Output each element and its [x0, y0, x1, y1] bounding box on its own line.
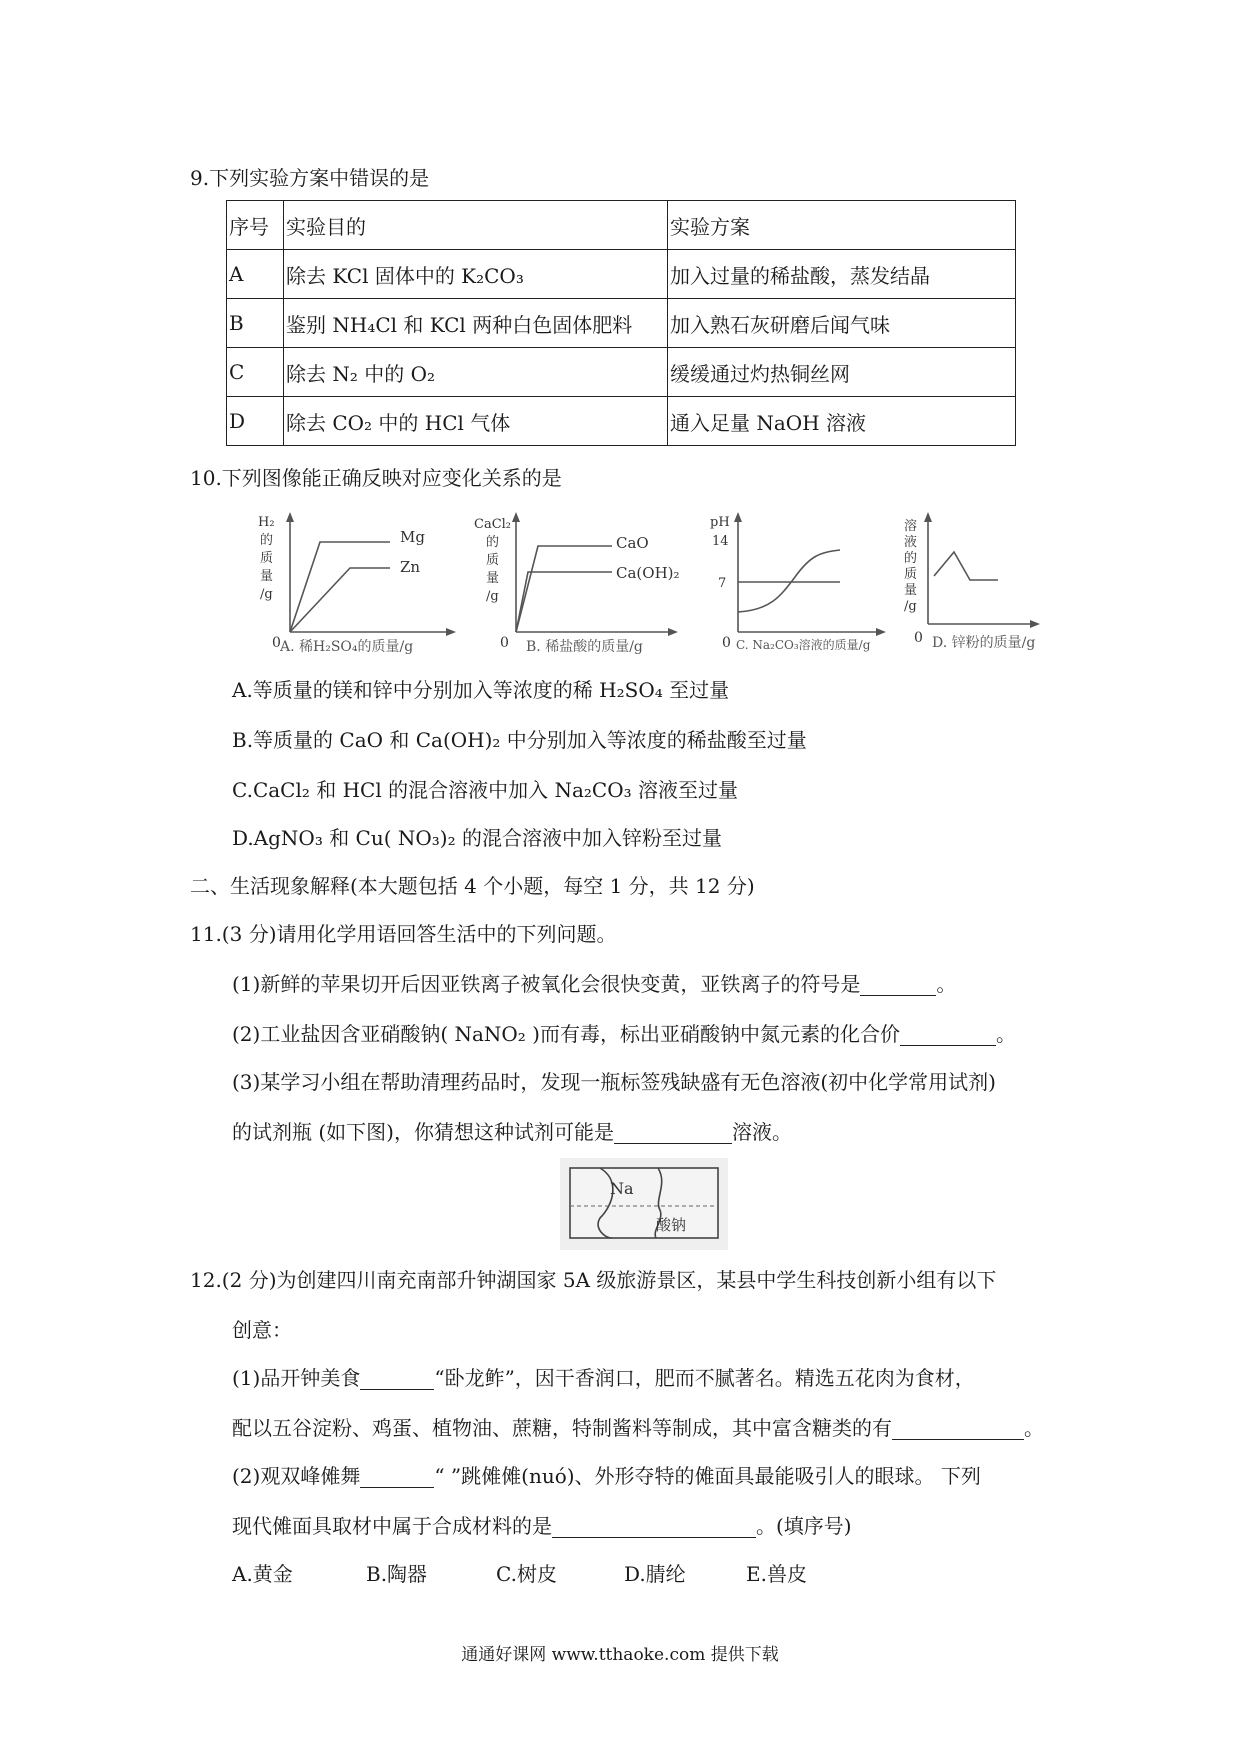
q12-part2-mid: “ ”跳傩傩(nuó)、外形夺特的傩面具最能吸引人的眼球。 下列 — [434, 1464, 981, 1488]
caoh2-line — [516, 572, 612, 632]
series-label-caoh2: Ca(OH)₂ — [616, 564, 680, 582]
q12-part2-text: 现代傩面具取材中属于合成材料的是 — [232, 1514, 552, 1538]
row-purpose: 除去 CO₂ 中的 HCl 气体 — [284, 397, 668, 446]
graph-b-svg — [472, 512, 682, 652]
q11-title: 11.(3 分)请用化学用语回答生活中的下列问题。 — [190, 922, 617, 946]
ylabel-1: 的 — [260, 533, 274, 548]
ylabel-0: H₂ — [258, 515, 275, 530]
choice-b: B.陶器 — [366, 1562, 428, 1586]
q11-part3-line1: (3)某学习小组在帮助清理药品时，发现一瓶标签残缺盛有无色溶液(初中化学常用试剂) — [232, 1070, 996, 1094]
answer-blank[interactable] — [360, 1467, 434, 1488]
ph-curve — [738, 550, 840, 612]
q11-part3-line2 — [232, 1120, 792, 1144]
q12-part1-mid: “卧龙鲊”，因干香润口，肥而不腻著名。精选五花肉为食材， — [434, 1366, 975, 1390]
graph-c — [700, 512, 890, 652]
q11-part1 — [232, 972, 956, 996]
q11-part2-end: 。 — [996, 1022, 1016, 1046]
x-axis-arrow — [668, 628, 678, 636]
choice-c: C.树皮 — [496, 1562, 557, 1586]
ylabel-2: 质 — [260, 551, 274, 566]
series-label-mg: Mg — [400, 528, 425, 546]
series-label-cao: CaO — [616, 534, 649, 552]
graph-a-svg — [250, 512, 460, 652]
q12-part2-line1 — [232, 1464, 981, 1488]
q10-option-d: D.AgNO₃ 和 Cu( NO₃)₂ 的混合溶液中加入锌粉至过量 — [232, 826, 722, 850]
x-axis-arrow — [446, 628, 456, 636]
row-plan: 加入过量的稀盐酸，蒸发结晶 — [668, 250, 1016, 299]
answer-blank[interactable] — [860, 975, 936, 996]
row-plan: 加入熟石灰研磨后闻气味 — [668, 299, 1016, 348]
q11-part1-end: 。 — [936, 972, 957, 996]
solution-mass-line — [934, 552, 998, 580]
x-axis-arrow — [876, 628, 886, 636]
experiment-table — [226, 200, 1016, 446]
q9-title: 9.下列实验方案中错误的是 — [190, 166, 430, 190]
y-axis-arrow — [924, 512, 932, 522]
row-index: C — [227, 348, 284, 397]
tick-7: 7 — [718, 576, 727, 591]
q12-title: 12.(2 分)为创建四川南充南部升钟湖国家 5A 级旅游景区，某县中学生科技创新小组有以下 — [190, 1268, 997, 1292]
reagent-label-svg — [560, 1158, 728, 1250]
label-text-acid: 酸钠 — [656, 1216, 687, 1234]
row-purpose: 除去 KCl 固体中的 K₂CO₃ — [284, 250, 668, 299]
ylabel-3: 量 — [260, 569, 274, 584]
q12-part2-end: 。(填序号) — [756, 1514, 852, 1538]
table-row — [227, 250, 1016, 299]
q11-part2 — [232, 1022, 1016, 1046]
series-label-zn: Zn — [400, 558, 421, 576]
table-row — [227, 397, 1016, 446]
reagent-label-figure — [560, 1158, 728, 1250]
row-index: D — [227, 397, 284, 446]
y-axis-arrow — [734, 512, 742, 522]
zn-line — [290, 568, 390, 632]
graph-b — [472, 512, 682, 655]
q12-part1-end: 。 — [1024, 1416, 1044, 1440]
q12-title2: 创意： — [232, 1318, 292, 1342]
q12-part1-line1 — [232, 1366, 975, 1390]
row-purpose: 除去 N₂ 中的 O₂ — [284, 348, 668, 397]
ylabel-0: CaCl₂ — [474, 517, 512, 532]
answer-blank[interactable] — [360, 1369, 434, 1390]
q11-part3-text: 的试剂瓶 (如下图)，你猜想这种试剂可能是 — [232, 1120, 614, 1144]
choice-e: E.兽皮 — [746, 1562, 807, 1586]
ylabel-2: 质 — [486, 553, 500, 568]
graph-d-svg — [898, 512, 1068, 652]
q12-part2-lead: (2)观双峰傩舞 — [232, 1464, 361, 1488]
ylabel-1: 液 — [904, 535, 918, 550]
header-cell-purpose: 实验目的 — [284, 201, 668, 250]
ylabel-4: /g — [486, 589, 499, 604]
row-plan: 缓缓通过灼热铜丝网 — [668, 348, 1016, 397]
row-index: A — [227, 250, 284, 299]
origin-label: 0 — [722, 635, 731, 651]
graph-d-caption: D. 锌粉的质量/g — [932, 635, 1036, 651]
q10-option-c: C.CaCl₂ 和 HCl 的混合溶液中加入 Na₂CO₃ 溶液至过量 — [232, 778, 738, 802]
ylabel-4: /g — [260, 587, 273, 602]
q10-option-a: A.等质量的镁和锌中分别加入等浓度的稀 H₂SO₄ 至过量 — [232, 678, 730, 702]
header-cell-index: 序号 — [227, 201, 284, 250]
table-row — [227, 348, 1016, 397]
footer: 通通好课网 www.tthaoke.com 提供下载 — [461, 1645, 779, 1665]
ylabel-1: 的 — [486, 535, 500, 550]
table-header-row — [227, 201, 1016, 250]
table-row — [227, 299, 1016, 348]
ylabel-3: 质 — [904, 567, 918, 582]
origin-label: 0 — [500, 635, 509, 651]
choice-d: D.腈纶 — [624, 1562, 686, 1586]
q12-part1-text: 配以五谷淀粉、鸡蛋、植物油、蔗糖，特制酱料等制成，其中富含糖类的有 — [232, 1416, 892, 1440]
ylabel-2: 的 — [904, 551, 918, 566]
graph-a — [250, 512, 460, 655]
ylabel-5: /g — [904, 599, 917, 614]
ylabel-3: 量 — [486, 571, 500, 586]
q11-part3-end: 溶液。 — [731, 1120, 792, 1144]
label-text-na: Na — [610, 1179, 634, 1198]
header-cell-plan: 实验方案 — [668, 201, 1016, 250]
choice-a: A.黄金 — [232, 1562, 293, 1586]
ylabel-0: 溶 — [904, 519, 918, 534]
q10-option-b: B.等质量的 CaO 和 Ca(OH)₂ 中分别加入等浓度的稀盐酸至过量 — [232, 728, 807, 752]
answer-blank[interactable] — [892, 1419, 1024, 1440]
q12-part1-line2 — [232, 1416, 1044, 1440]
q12-part2-line2 — [232, 1514, 852, 1538]
graph-b-caption: B. 稀盐酸的质量/g — [526, 639, 643, 655]
y-axis-arrow — [286, 512, 294, 522]
answer-blank[interactable] — [900, 1025, 996, 1046]
mg-line — [290, 542, 390, 632]
q10-title: 10.下列图像能正确反映对应变化关系的是 — [190, 466, 562, 490]
x-axis-arrow — [1030, 620, 1040, 628]
q11-part2-text: (2)工业盐因含亚硝酸钠( NaNO₂ )而有毒，标出亚硝酸钠中氮元素的化合价 — [232, 1022, 900, 1046]
ylabel-4: 量 — [904, 583, 918, 598]
label-border — [570, 1168, 718, 1238]
q12-part1-lead: (1)品开钟美食 — [232, 1366, 361, 1390]
ylabel-ph: pH — [710, 515, 730, 530]
graph-d — [898, 512, 1068, 652]
q11-part1-text: (1)新鲜的苹果切开后因亚铁离子被氧化会很快变黄，亚铁离子的符号是 — [232, 972, 861, 996]
row-plan: 通入足量 NaOH 溶液 — [668, 397, 1016, 446]
origin-label: 0 — [272, 635, 281, 651]
graph-a-caption: A. 稀H₂SO₄的质量/g — [280, 639, 414, 655]
graph-c-caption: C. Na₂CO₃溶液的质量/g — [736, 638, 871, 652]
section-2-heading: 二、生活现象解释(本大题包括 4 个小题，每空 1 分，共 12 分) — [190, 874, 755, 898]
origin-label: 0 — [914, 630, 923, 646]
answer-blank[interactable] — [614, 1123, 732, 1144]
answer-blank[interactable] — [552, 1517, 756, 1538]
tick-14: 14 — [712, 534, 729, 549]
row-index: B — [227, 299, 284, 348]
y-axis-arrow — [512, 512, 520, 522]
row-purpose: 鉴别 NH₄Cl 和 KCl 两种白色固体肥料 — [284, 299, 668, 348]
graph-c-svg — [700, 512, 890, 652]
q12-choices — [232, 1562, 807, 1586]
cao-line — [516, 546, 612, 632]
